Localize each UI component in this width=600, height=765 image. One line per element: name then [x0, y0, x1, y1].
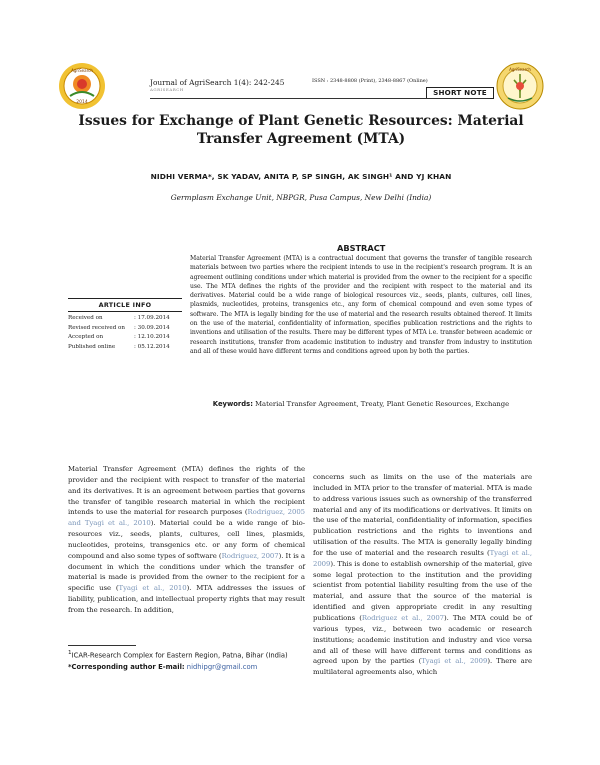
accepted-value: : 12.10.2014: [134, 334, 170, 341]
footnote-marker: 1: [68, 650, 72, 656]
body-text: concerns such as limits on the use of the materials are included in MTA prior to the transfer of material. MTA is made to address various issues such as ownership of the transferred material and any of its modifications or derivatives. It limits on the use of the material, confidentiality of information, specifies publication restrictions and the rights to inventions and utilisation of the results. The MTA is generally legally binding for the use of material and the research results (: [313, 473, 532, 557]
journal-logo-right: [496, 62, 544, 110]
article-info-rows: [68, 312, 182, 352]
journal-logo-left: [58, 62, 106, 110]
keywords-list: Material Transfer Agreement, Treaty, Plant Genetic Resources, Exchange: [255, 400, 510, 408]
received-label: Received on: [68, 315, 103, 321]
citation-link[interactable]: Rodriguez, 2005 and Tyagi et al., 2010: [68, 508, 305, 528]
article-info-row: [68, 314, 182, 324]
corresponding-label: *Corresponding author E-mail:: [68, 663, 185, 672]
journal-citation: Journal of AgriSearch 1(4): 242-245: [150, 78, 285, 87]
short-note-badge: SHORT NOTE: [426, 87, 494, 99]
accepted-label: Accepted on: [68, 334, 104, 341]
received-value: : 17.09.2014: [134, 315, 170, 321]
article-info-box: [68, 298, 182, 352]
body-left-column: [68, 464, 305, 616]
body-text: ). There are multilateral agreements also, which: [313, 657, 533, 677]
body-text: ). The MTA could be of various types, viz., between two academic or research institutions; academic institution and industry and vice versa and all of these will have different terms and conditions as agreed upon by the parties (: [313, 613, 532, 666]
body-text: ). Material could be a wide range of bio-resources viz., seeds, plants, cultures, cell lines, plasmids, nucleotides, proteins, transgenics etc. or any form of chemical compound and also some types of software (: [68, 519, 306, 560]
journal-subtitle: AGRISEARCH: [150, 87, 184, 92]
article-title: Issues for Exchange of Plant Genetic Resources: Material Transfer Agreement (MTA): [78, 113, 524, 147]
article-info-row: [68, 343, 182, 353]
published-value: : 05.12.2014: [134, 343, 170, 350]
issn-line: ISSN : 2348-8808 (Print), 2348-8867 (Online): [312, 78, 428, 84]
citation-link[interactable]: Tyagi et al., 2010: [118, 584, 187, 593]
citation-link[interactable]: Tyagi et al., 2009: [421, 657, 488, 666]
email-link[interactable]: nidhipgr@gmail.com: [186, 663, 258, 672]
citation-link[interactable]: Rodriguez, 2007: [221, 551, 279, 560]
affiliation-footnote: [68, 648, 305, 660]
body-right-column: [313, 472, 532, 678]
body-text: Material Transfer Agreement (MTA) defines the rights of the provider and the recipient with respect to transfer of the material and its derivatives. It is an agreement between parties that governs the transfer of tangible research material in which the recipient intends to use the material for research purposes (: [68, 465, 305, 517]
keywords-label: Keywords:: [212, 400, 253, 408]
article-info-row: [68, 324, 182, 334]
body-text: ). It is a document in which the conditions under which the transfer of material is made is provided from the owner to the recipient for a specific use (: [68, 551, 305, 593]
article-info-row: [68, 333, 182, 343]
right-logo-text: AgriSearch: [509, 67, 531, 72]
body-text: ). This is done to establish ownership of the material, give some legal protection to the institution and the providing scientist from potential liability resulting from the use of the material, and assure that the source of the material is identified and given appropriate credit in any resulting publications (: [313, 559, 532, 622]
left-logo-text: AgriSearch: [71, 68, 93, 73]
revised-label: Revised received on: [68, 324, 126, 331]
footnotes: [68, 648, 305, 672]
abstract-heading: ABSTRACT: [337, 243, 386, 253]
affiliation: Germplasm Exchange Unit, NBPGR, Pusa Campus, New Delhi (India): [170, 193, 432, 202]
published-label: Published online: [68, 343, 116, 350]
citation-link[interactable]: Rodriguez et al., 2007: [361, 613, 444, 622]
keywords: [190, 400, 532, 409]
header-divider: [150, 98, 490, 99]
author-list: NIDHI VERMA*, SK YADAV, ANITA P, SP SINGH, AK SINGH¹ AND YJ KHAN: [150, 172, 452, 181]
citation-link[interactable]: Tyagi et al., 2009: [313, 548, 533, 568]
article-info-title: ARTICLE INFO: [98, 301, 152, 309]
body-text: ). MTA addresses the issues of liability, publication, and intellectual property rights that may result from the research. In addition,: [68, 584, 305, 614]
revised-value: : 30.09.2014: [134, 324, 170, 331]
affiliation-footnote-text: ICAR-Research Complex for Eastern Region, Patna, Bihar (India): [71, 651, 288, 660]
left-logo-year: 2014: [76, 100, 88, 105]
abstract-text: Material Transfer Agreement (MTA) is a contractual document that governs the transfer of tangible research materials between two parties where the recipient intends to use in the recipient's research program. It is an agreement outlining conditions under which material is provided from the owner to the recipient for a specific use. The MTA defines the rights of the provider and the recipient with respect to the material and its derivatives. Material could be a wide range of biological resources viz., seeds, plants, cultures, cell lines, plasmids, nucleotides, proteins, transgenics etc., any form of chemical compound and even some types of software. The MTA is legally binding for the use of material and the research results obtained thereof. It limits on the use of the material, confidentiality of information, specifies publication restrictions and the rights to inventions and utilisation of the results. There may be different types of MTA i.e. transfer between academic or research institutions, transfer from academic institution to industry and transfer from industry to institution and all of these would have different terms and conditions agreed upon by both the parties.: [190, 255, 532, 355]
footnote-divider: [68, 645, 136, 646]
corresponding-author: [68, 662, 305, 672]
